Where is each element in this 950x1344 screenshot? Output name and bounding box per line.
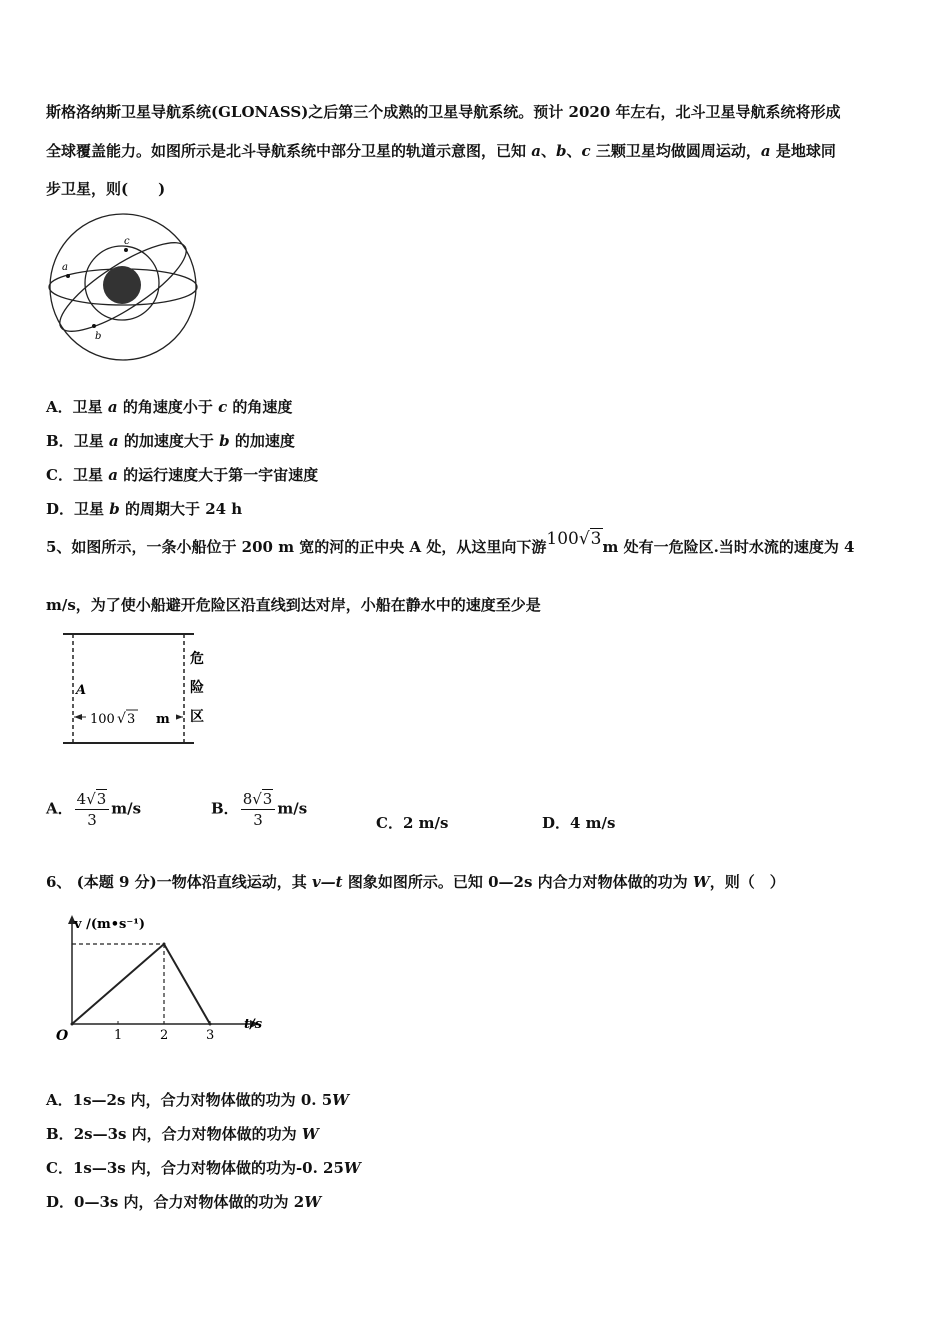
option-var-w: W	[343, 1159, 361, 1177]
option-text: 的运行速度大于第一宇宙速度	[117, 466, 319, 484]
data-point-0	[71, 1023, 74, 1026]
q5-stem-line-1	[46, 529, 855, 557]
var-a: a	[531, 142, 541, 160]
option-text: 的加速度	[229, 432, 295, 450]
option-key: A．	[46, 1091, 73, 1109]
option-text: 的角速度	[227, 398, 293, 416]
option-text: 0—3s 内，合力对物体做的功为 2	[74, 1193, 305, 1211]
origin-label: O	[56, 1028, 69, 1044]
satellite-c-dot	[124, 248, 128, 252]
frac-den: 3	[87, 811, 97, 829]
radicand: 3	[590, 529, 602, 549]
option-var: c	[218, 398, 228, 416]
arrow-left-head	[74, 714, 82, 720]
vt-graph	[52, 908, 267, 1048]
option-text: 卫星	[73, 432, 109, 450]
q6-option-c[interactable]	[46, 1157, 361, 1178]
option-text: 1s—3s 内，合力对物体做的功为-0. 25	[72, 1159, 344, 1177]
option-var: b	[219, 432, 230, 450]
q6-option-a[interactable]	[46, 1089, 349, 1110]
option-unit: m/s	[277, 799, 308, 818]
intro-text: 全球覆盖能力。如图所示是北斗导航系统中部分卫星的轨道示意图，已知	[46, 142, 532, 160]
q6-option-d[interactable]	[46, 1191, 321, 1212]
q6-text: 6、 (本题 9 分)一物体沿直线运动，其	[46, 873, 312, 891]
q5-option-a[interactable]	[46, 790, 141, 829]
point-a-label: A	[76, 683, 87, 698]
option-key: D．	[46, 500, 75, 518]
intro-line-2: 全球覆盖能力。如图所示是北斗导航系统中部分卫星的轨道示意图，已知 a、b、c 三颗卫星均做圆周运动，a 是地球同	[46, 142, 836, 160]
radical-coeff: 100	[546, 529, 579, 549]
option-var: a	[108, 432, 119, 450]
q4-option-b[interactable]	[46, 430, 295, 451]
option-key: C．	[376, 814, 403, 832]
orbit-diagram	[46, 210, 202, 365]
option-var-w: W	[304, 1193, 322, 1211]
q6-text: 图象如图所示。已知 0—2s 内合力对物体做的功为	[342, 873, 693, 891]
q5-option-d[interactable]	[542, 812, 615, 833]
option-text: 卫星	[72, 398, 108, 416]
option-key: B．	[46, 432, 74, 450]
option-key: B．	[211, 799, 239, 818]
intro-line-3: 步卫星，则( )	[46, 180, 166, 198]
intro-text: 是地球同	[770, 142, 836, 160]
option-var-w: W	[332, 1091, 350, 1109]
q6-var: v—t	[311, 873, 343, 891]
option-text: 的周期大于 24 h	[119, 500, 243, 518]
option-key: A．	[46, 398, 73, 416]
frac-radicand: 3	[262, 790, 273, 808]
var-a: a	[760, 142, 771, 160]
distance-coeff: 100	[90, 712, 115, 727]
q5-text: m 处有一危险区.当时水流的速度为 4	[602, 538, 855, 556]
y-axis-label: v /(m•s⁻¹)	[74, 917, 146, 932]
option-text: 的加速度大于	[118, 432, 220, 450]
frac-coeff: 4	[76, 790, 87, 808]
option-key: D．	[46, 1193, 75, 1211]
option-var: b	[109, 500, 120, 518]
q6-var-w: W	[692, 873, 710, 891]
danger-zone-char-1: 危	[190, 651, 204, 667]
option-text: 2s—3s 内，合力对物体做的功为	[73, 1125, 302, 1143]
option-text: 卫星	[74, 500, 110, 518]
option-key: C．	[46, 466, 73, 484]
intro-text: 三颗卫星均做圆周运动，	[590, 142, 761, 160]
var-c: c	[581, 142, 591, 160]
q6-option-b[interactable]	[46, 1123, 319, 1144]
option-text: 2 m/s	[402, 814, 449, 832]
option-var-w: W	[301, 1125, 319, 1143]
q5-stem-line-2: m/s，为了使小船避开危险区沿直线到达对岸，小船在静水中的速度至少是	[46, 596, 541, 614]
frac-den: 3	[253, 811, 263, 829]
option-text: 4 m/s	[570, 814, 616, 832]
river-diagram	[60, 628, 220, 750]
label-b: b	[95, 331, 102, 342]
distance-unit: m	[156, 712, 170, 727]
option-key: A．	[46, 799, 73, 818]
x-tick-label-3: 3	[206, 1028, 215, 1043]
option-key: B．	[46, 1125, 74, 1143]
label-c: c	[124, 236, 130, 247]
danger-zone-char-2: 险	[190, 680, 204, 696]
x-tick-label-1: 1	[114, 1028, 123, 1043]
option-var: a	[107, 398, 118, 416]
danger-zone-char-3: 区	[190, 709, 204, 725]
q5-option-b[interactable]	[211, 790, 307, 829]
fraction: $\frac{8√3}{3}$	[241, 790, 276, 829]
option-text: 卫星	[72, 466, 109, 484]
option-var: a	[108, 466, 118, 484]
data-point-1	[163, 943, 166, 946]
sqrt-symbol: √	[117, 711, 126, 727]
q5-option-c[interactable]	[376, 812, 448, 833]
q6-stem	[46, 871, 785, 892]
earth	[103, 266, 141, 304]
q6-text: ，则（ ）	[709, 873, 785, 891]
var-b: b	[555, 142, 567, 160]
option-key: C．	[46, 1159, 73, 1177]
velocity-series-line	[72, 944, 210, 1024]
frac-coeff: 8	[242, 790, 253, 808]
satellite-a-dot	[66, 274, 70, 278]
option-text: 的角速度小于	[117, 398, 219, 416]
x-tick-label-2: 2	[160, 1028, 169, 1043]
q5-text: 5、如图所示，一条小船位于 200 m 宽的河的正中央 A 处，从这里向下游	[46, 538, 547, 556]
q4-option-c[interactable]	[46, 464, 318, 485]
frac-radicand: 3	[96, 790, 107, 808]
option-unit: m/s	[111, 799, 142, 818]
option-key: D．	[542, 814, 571, 832]
q4-option-d[interactable]	[46, 498, 242, 519]
intro-line-1: 斯格洛纳斯卫星导航系统(GLONASS)之后第三个成熟的卫星导航系统。预计 2020 年左右，北斗卫星导航系统将形成	[46, 103, 841, 121]
q4-option-a[interactable]	[46, 396, 292, 417]
fraction: $\frac{4√3}{3}$	[75, 790, 110, 829]
inline-radical: 100√3	[546, 529, 602, 549]
label-a: a	[62, 262, 68, 273]
distance-radicand: 3	[127, 712, 136, 727]
x-axis-label: t/s	[244, 1017, 263, 1032]
satellite-b-dot	[92, 324, 96, 328]
option-text: 1s—2s 内，合力对物体做的功为 0. 5	[72, 1091, 333, 1109]
arrow-right-head	[175, 714, 183, 720]
